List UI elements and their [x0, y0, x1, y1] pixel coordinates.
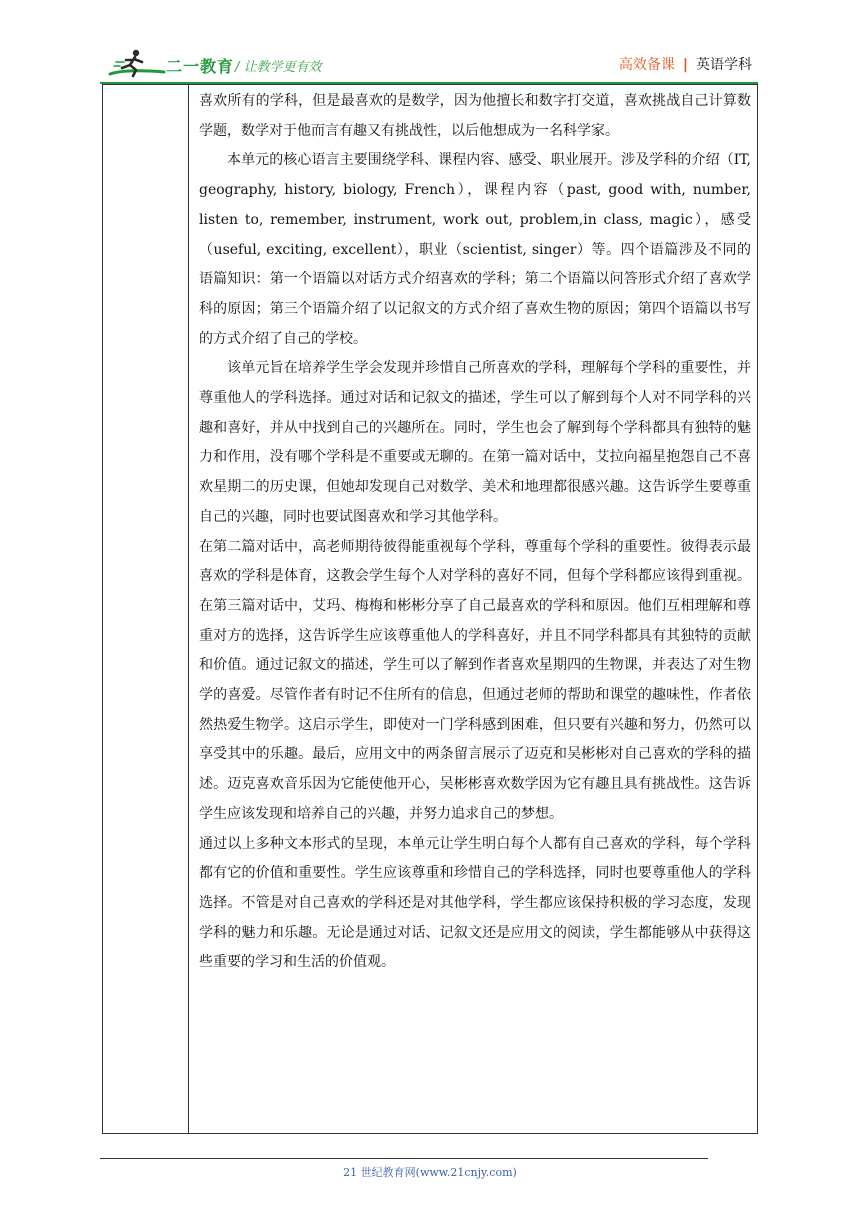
footer-link[interactable]: 21 世纪教育网(www.21cnjy.com): [343, 1166, 517, 1179]
footer-divider: [100, 1158, 708, 1159]
page-header: [100, 46, 760, 82]
subject-label: 英语学科: [696, 57, 752, 73]
paragraph: 通过以上多种文本形式的呈现，本单元让学生明白每个人都有自己喜欢的学科，每个学科都有它的价值和重要性。学生应该尊重和珍惜自己的学科选择，同时也要尊重他人的学科选择。不管是对自己喜欢的学科还是对其他学科，学生都应该保持积极的学习态度，发现学科的魅力和乐趣。无论是通过对话、记叙文还是应用文的阅读，学生都能够从中获得这些重要的学习和生活的价值观。: [199, 835, 751, 971]
paragraph: 该单元旨在培养学生学会发现并珍惜自己所喜欢的学科，理解每个学科的重要性，并尊重他人的学科选择。通过对话和记叙文的描述，学生可以了解到每个人对不同学科的兴趣和喜好，并从中找到自己的兴趣所在。同时，学生也会了解到每个学科都具有独特的魅力和作用，没有哪个学科是不重要或无聊的。在第一篇对话中，艾拉向福星抱怨自己不喜欢星期二的历史课，但她却发现自己对数学、美术和地理都很感兴趣。这告诉学生要尊重自己的兴趣，同时也要试图喜欢和学习其他学科。: [199, 360, 751, 525]
brand-name: 二一教育: [166, 57, 235, 76]
table-left-column: [103, 85, 189, 1133]
content-table: [102, 84, 758, 1134]
header-separator: |: [682, 57, 688, 73]
header-right: [619, 54, 752, 74]
prep-label: 高效备课: [618, 57, 675, 73]
paragraph: 在第二篇对话中，高老师期待彼得能重视每个学科，尊重每个学科的重要性。彼得表示最喜欢的学科是体育，这教会学生每个人对学科的喜好不同，但每个学科都应该得到重视。在第三篇对话中，艾玛、梅梅和彬彬分享了自己最喜欢的学科和原因。他们互相理解和尊重对方的选择，这告诉学生应该尊重他人的学科喜好，并且不同学科都具有其独特的贡献和价值。通过记叙文的描述，学生可以了解到作者喜欢星期四的生物课，并表达了对生物学的喜爱。尽管作者有时记不住所有的信息，但通过老师的帮助和课堂的趣味性，作者依然热爱生物学。这启示学生，即使对一门学科感到困难，但只要有兴趣和努力，仍然可以享受其中的乐趣。最后，应用文中的两条留言展示了迈克和吴彬彬对自己喜欢的学科的描述。迈克喜欢音乐因为它能使他开心，吴彬彬喜欢数学因为它有趣且具有挑战性。这告诉学生应该发现和培养自己的兴趣，并努力追求自己的梦想。: [199, 538, 751, 822]
table-content-cell: [199, 87, 751, 978]
paragraph: 本单元的核心语言主要围绕学科、课程内容、感受、职业展开。涉及学科的介绍（IT, geography, history, biology, French），课程内容（past, good with, number, listen to, remember, instrument, work out, problem,in class, magic），感受（useful, exciting, excellent），职业（scientist, singer）等。四个语篇涉及不同的语篇知识：第一个语篇以对话方式介绍喜欢的学科；第二个语篇以问答形式介绍了喜欢学科的原因；第三个语篇介绍了以记叙文的方式介绍了喜欢生物的原因；第四个语篇以书写的方式介绍了自己的学校。: [199, 152, 751, 347]
paragraph: 喜欢所有的学科，但是最喜欢的是数学，因为他擅长和数字打交道，喜欢挑战自己计算数学题，数学对于他而言有趣又有挑战性，以后他想成为一名科学家。: [199, 93, 751, 139]
slogan: / 让教学更有效: [235, 60, 322, 75]
running-figure-icon: [106, 48, 166, 78]
